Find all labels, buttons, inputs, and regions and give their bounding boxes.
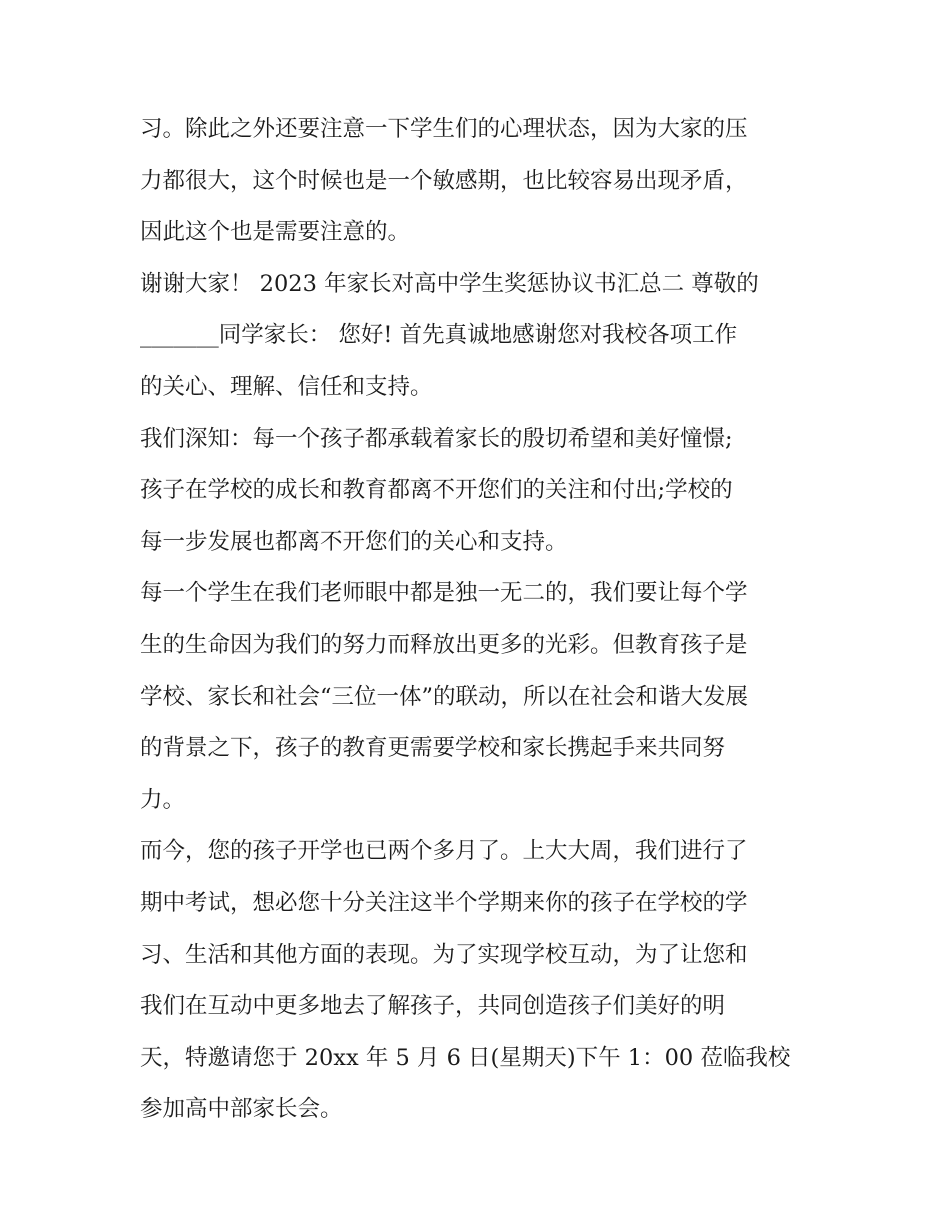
text-line: 力。 [140, 786, 186, 813]
text-line: 我们在互动中更多地去了解孩子，共同创造孩子们美好的明 [140, 993, 726, 1020]
text-line: 力都很大，这个时候也是一个敏感期，也比较容易出现矛盾， [140, 167, 748, 194]
text-line: 期中考试，想必您十分关注这半个学期来你的孩子在学校的学 [140, 889, 748, 916]
document-body [140, 104, 820, 1136]
text-line: 参加高中部家长会。 [140, 1096, 343, 1123]
text-line: 而今，您的孩子开学也已两个多月了。上大大周，我们进行了 [140, 838, 748, 865]
text-line: 生的生命因为我们的努力而释放出更多的光彩。但教育孩子是 [140, 631, 748, 658]
text-line: 谢谢大家！ 2023 年家长对高中学生奖惩协议书汇总二 尊敬的 [140, 270, 759, 297]
text-line: 习。除此之外还要注意一下学生们的心理状态，因为大家的压 [140, 116, 748, 142]
text-line: 的关心、理解、信任和支持。 [140, 373, 433, 400]
text-line: 天，特邀请您于 20xx 年 5 月 6 日(星期天)下午 1：00 莅临我校 [140, 1044, 791, 1071]
text-line: 孩子在学校的成长和教育都离不开您们的关注和付出;学校的 [140, 477, 733, 504]
text-line: 每一个学生在我们老师眼中都是独一无二的，我们要让每个学 [140, 580, 748, 607]
text-line: 因此这个也是需要注意的。 [140, 219, 411, 246]
text-line: _______同学家长： 您好! 首先真诚地感谢您对我校各项工作 [140, 322, 738, 349]
text-line: 我们深知：每一个孩子都承载着家长的殷切希望和美好憧憬; [140, 425, 733, 452]
text-line: 的背景之下，孩子的教育更需要学校和家长携起手来共同努 [140, 735, 726, 762]
text-line: 学校、家长和社会“三位一体”的联动，所以在社会和谐大发展 [140, 683, 749, 710]
text-line: 每一步发展也都离不开您们的关心和支持。 [140, 528, 568, 555]
text-line: 习、生活和其他方面的表现。为了实现学校互动，为了让您和 [140, 941, 748, 968]
